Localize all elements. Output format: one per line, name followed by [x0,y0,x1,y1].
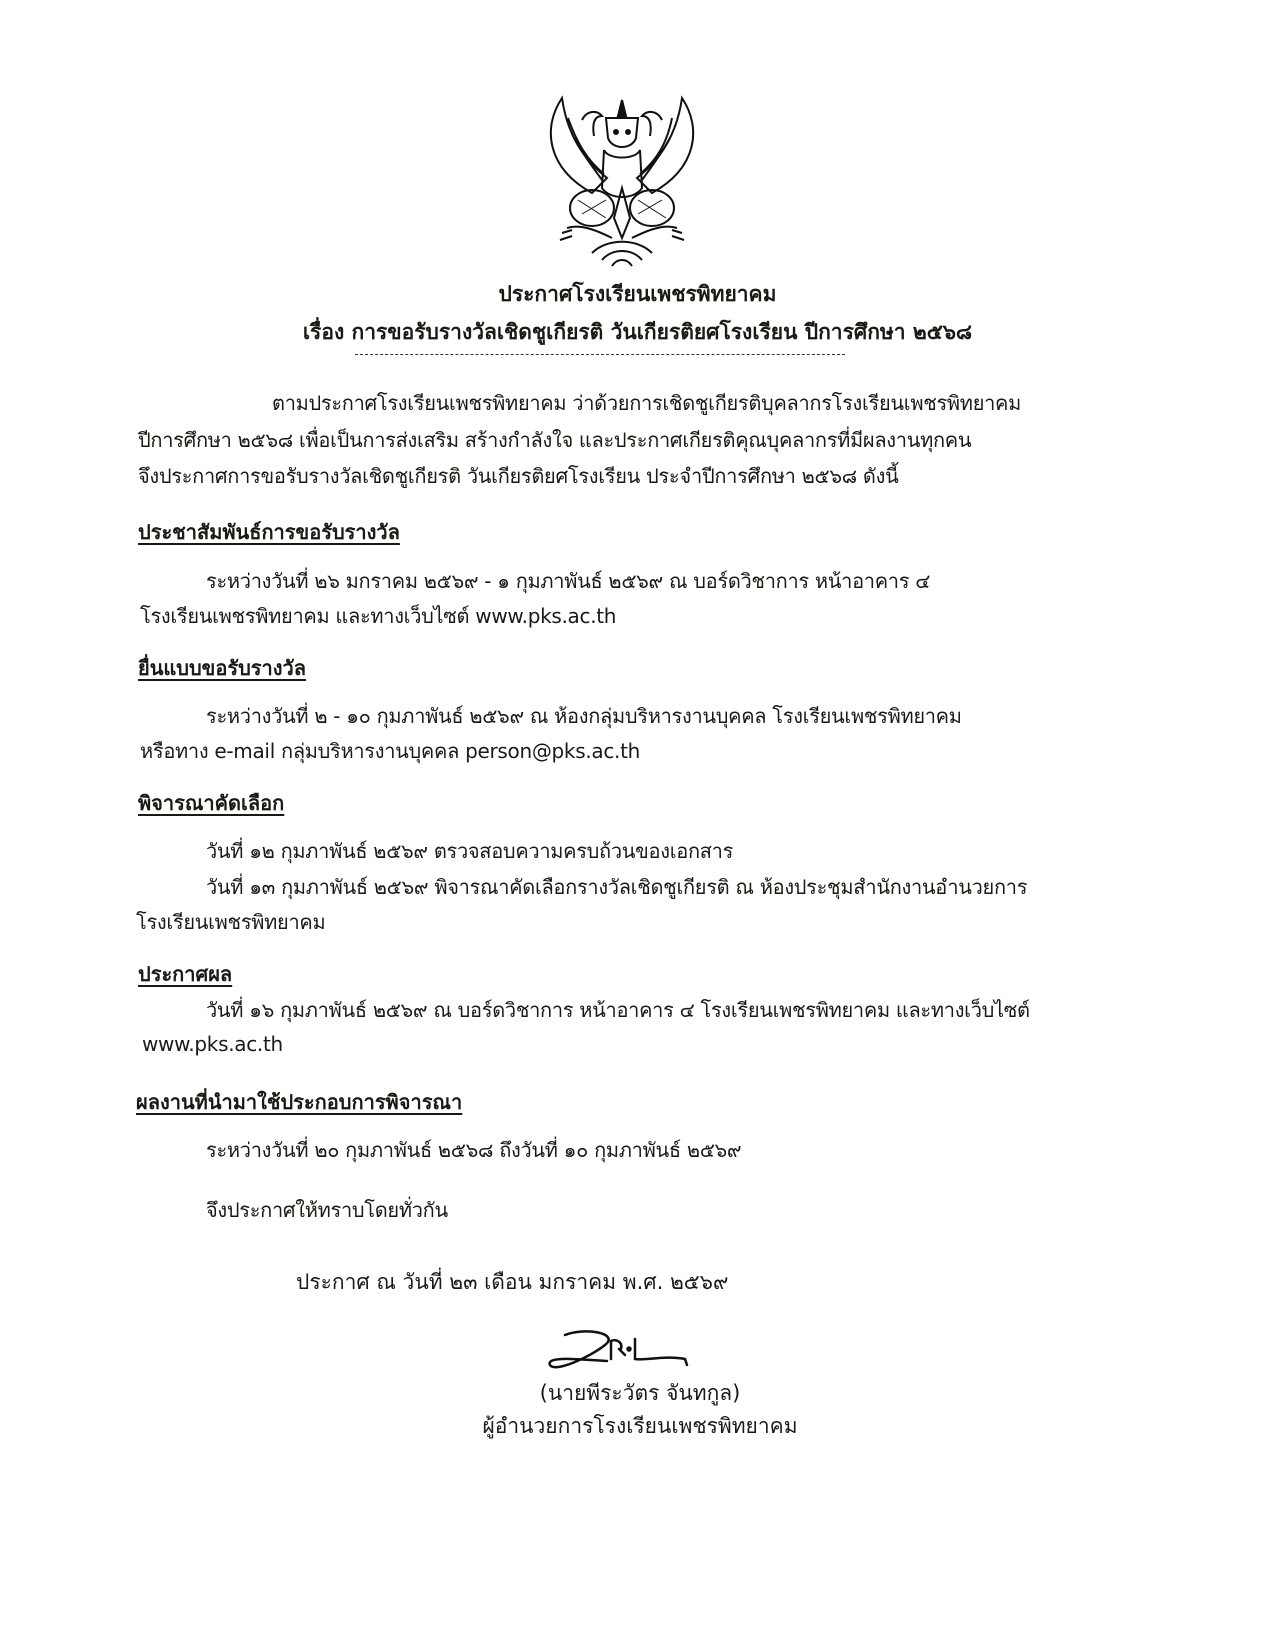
section-selection-line-1: วันที่ ๑๒ กุมภาพันธ์ ๒๕๖๙ ตรวจสอบความครบถ้วนของเอกสาร [206,839,734,863]
document-title: ประกาศโรงเรียนเพชรพิทยาคม [498,282,777,306]
section-heading-publicity: ประชาสัมพันธ์การขอรับรางวัล [138,520,400,544]
announcement-date: ประกาศ ณ วันที่ ๒๓ เดือน มกราคม พ.ศ. ๒๕๖๙ [296,1270,729,1294]
section-publicity-line-2: โรงเรียนเพชรพิทยาคม และทางเว็บไซต์ www.pks.ac.th [140,604,617,628]
section-results-line-2: www.pks.ac.th [142,1032,283,1056]
closing-statement: จึงประกาศให้ทราบโดยทั่วกัน [206,1198,448,1222]
signature-icon [545,1325,695,1385]
intro-line-3: จึงประกาศการขอรับรางวัลเชิดชูเกียรติ วันเกียรติยศโรงเรียน ประจำปีการศึกษา ๒๕๖๘ ดังนี้ [138,464,899,488]
section-heading-submission: ยื่นแบบขอรับรางวัล [138,656,307,680]
title-divider [355,354,845,355]
section-heading-selection: พิจารณาคัดเลือก [138,791,285,815]
intro-line-1: ตามประกาศโรงเรียนเพชรพิทยาคม ว่าด้วยการเชิดชูเกียรติบุคลากรโรงเรียนเพชรพิทยาคม [272,391,1022,415]
section-works-period-line-1: ระหว่างวันที่ ๒๐ กุมภาพันธ์ ๒๕๖๘ ถึงวันที่ ๑๐ กุมภาพันธ์ ๒๕๖๙ [206,1138,742,1162]
section-submission-line-1: ระหว่างวันที่ ๒ - ๑๐ กุมภาพันธ์ ๒๕๖๙ ณ ห้องกลุ่มบริหารงานบุคคล โรงเรียนเพชรพิทยาคม [206,704,962,728]
section-selection-line-2: วันที่ ๑๓ กุมภาพันธ์ ๒๕๖๙ พิจารณาคัดเลือกรางวัลเชิดชูเกียรติ ณ ห้องประชุมสำนักงานอำนวยการ [206,875,1028,899]
section-publicity-line-1: ระหว่างวันที่ ๒๖ มกราคม ๒๕๖๙ - ๑ กุมภาพันธ์ ๒๕๖๙ ณ บอร์ดวิชาการ หน้าอาคาร ๔ [206,569,931,593]
intro-line-2: ปีการศึกษา ๒๕๖๘ เพื่อเป็นการส่งเสริม สร้างกำลังใจ และประกาศเกียรติคุณบุคลากรที่มีผลงานทุกคน [138,428,972,452]
section-results-line-1: วันที่ ๑๖ กุมภาพันธ์ ๒๕๖๙ ณ บอร์ดวิชาการ หน้าอาคาร ๔ โรงเรียนเพชรพิทยาคม และทางเว็บไซต์ [206,998,1030,1022]
signatory-position: ผู้อำนวยการโรงเรียนเพชรพิทยาคม [482,1414,798,1438]
section-submission-line-2: หรือทาง e-mail กลุ่มบริหารงานบุคคล person@pks.ac.th [140,739,641,763]
signatory-name: (นายพีระวัตร จันทกูล) [539,1381,741,1405]
section-heading-works-period: ผลงานที่นำมาใช้ประกอบการพิจารณา [136,1090,463,1114]
garuda-emblem-icon [522,88,722,270]
document-subject: เรื่อง การขอรับรางวัลเชิดชูเกียรติ วันเกียรติยศโรงเรียน ปีการศึกษา ๒๕๖๘ [302,320,973,344]
section-heading-results: ประกาศผล [138,962,233,986]
section-selection-line-3: โรงเรียนเพชรพิทยาคม [136,910,326,934]
